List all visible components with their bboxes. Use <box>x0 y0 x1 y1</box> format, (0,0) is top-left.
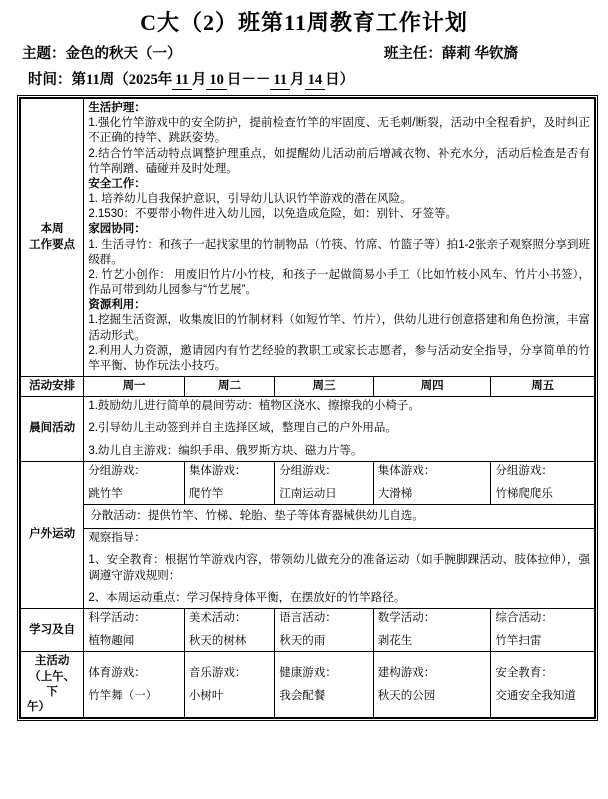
morning-item-1: 1.鼓励幼儿进行简单的晨间劳动：植物区浇水、擦擦我的小椅子。 <box>88 400 420 413</box>
table-row-study-activities <box>21 608 595 651</box>
day-unit-1: 日 <box>226 72 242 88</box>
day-header-monday: 周一 <box>84 377 185 397</box>
table-row-outdoor-games <box>21 461 595 504</box>
study-activity-monday <box>84 608 185 651</box>
row-label-schedule: 活动安排 <box>21 377 84 397</box>
month-unit-1: 月 <box>191 72 207 88</box>
table-row-day-headers <box>21 377 595 397</box>
morning-item-3: 3.幼儿自主游戏：编织手串、俄罗斯方块、磁力片等。 <box>88 444 363 457</box>
morning-item-2: 2.引导幼儿主动签到并自主选择区域，整理自己的户外用品。 <box>88 422 397 435</box>
outdoor-game-thursday-name: 大滑梯 <box>377 487 413 500</box>
safety-item-2: 2.1530：不要带小物件进入幼儿园，以免造成危险，如：别针、牙签等。 <box>88 208 457 221</box>
outdoor-game-thursday <box>373 461 491 504</box>
outdoor-game-friday <box>491 461 595 504</box>
row-label-morning: 晨间活动 <box>21 397 84 462</box>
main-activity-wednesday-name: 我会配餐 <box>279 689 326 702</box>
main-activity-wednesday-type: 健康游戏： <box>279 666 337 679</box>
outdoor-observation <box>84 529 595 609</box>
home-coop-title: 家园协同： <box>88 223 146 236</box>
start-day-field: 10 <box>206 72 227 90</box>
care-title: 生活护理： <box>88 102 146 114</box>
meta-time <box>0 65 608 95</box>
outdoor-game-wednesday <box>275 461 374 504</box>
main-activity-monday-type: 体育游戏： <box>88 666 146 679</box>
table-row-main-activities <box>21 652 595 718</box>
row-label-outdoor: 户外运动 <box>21 461 84 608</box>
start-month-field: 11 <box>172 72 192 90</box>
study-activity-tuesday-name: 秋天的树林 <box>188 635 247 648</box>
main-label-line3: 午） <box>27 700 50 713</box>
home-coop-item-2: 2. 竹艺小创作： 用废旧竹片/小竹枝，和孩子一起做简易小手工（比如竹枝小风车、竹片小书签），作品可带到幼儿园参与“竹艺展”。 <box>88 268 590 297</box>
main-activity-tuesday <box>184 652 274 718</box>
observe-title: 观察指导： <box>88 532 146 545</box>
main-label-line1: 主活动 <box>34 655 70 668</box>
outdoor-game-friday-type: 分组游戏： <box>495 464 553 477</box>
row-label-study <box>21 608 84 651</box>
observe-item-2: 2、本周运动重点：学习保持身体平衡，在摆放好的竹竿路径。 <box>88 591 406 604</box>
outdoor-game-monday-type: 分组游戏： <box>88 464 146 477</box>
month-unit-2: 月 <box>290 72 305 88</box>
study-activity-friday <box>491 608 595 651</box>
care-item-2: 2.结合竹竿活动特点调整护理重点，如提醒幼儿活动前后增减衣物、补充水分，活动后检查是否有竹竿剐蹭、磕碰并及时处理。 <box>88 147 590 175</box>
study-activity-friday-name: 竹竿扫雷 <box>495 635 542 648</box>
outdoor-game-friday-name: 竹梯爬爬乐 <box>495 487 553 500</box>
main-activity-monday-name: 竹竿舞（一） <box>88 689 158 702</box>
time-suffix: 日） <box>325 72 355 88</box>
day-header-thursday: 周四 <box>373 377 491 397</box>
time-label: 时间： <box>28 72 72 88</box>
care-item-1: 1.强化竹竿游戏中的安全防护，提前检查竹竿的牢固度、无毛刺/断裂，活动中全程看护，及时纠正不正确的持竿、跳跃姿势。 <box>88 117 590 145</box>
plan-table-wrapper <box>17 95 598 721</box>
theme-value: 金色的秋天（一） <box>65 46 182 62</box>
resource-item-1: 1.挖掘生活资源，收集废旧的竹制材料（如短竹竿、竹片），供幼儿进行创意搭建和角色扮演，丰富活动形式。 <box>88 314 590 342</box>
study-activity-wednesday <box>275 608 374 651</box>
weekly-points-label-line2: 工作要点 <box>29 238 76 251</box>
day-header-friday: 周五 <box>491 377 595 397</box>
outdoor-game-tuesday-name: 爬竹竿 <box>188 487 224 500</box>
outdoor-game-thursday-type: 集体游戏： <box>377 464 436 477</box>
safety-title: 安全工作： <box>88 177 146 190</box>
morning-content <box>84 397 595 462</box>
row-label-weekly-points <box>21 99 84 377</box>
outdoor-game-monday <box>84 461 185 504</box>
study-activity-tuesday-type: 美术活动： <box>188 611 247 624</box>
main-activity-tuesday-name: 小树叶 <box>188 689 224 702</box>
outdoor-game-monday-name: 跳竹竿 <box>88 487 123 500</box>
main-activity-monday <box>84 652 185 718</box>
teacher-field <box>384 42 518 63</box>
meta-theme-teacher <box>0 40 608 65</box>
main-activity-thursday-type: 建构游戏： <box>377 666 436 679</box>
day-header-wednesday: 周三 <box>275 377 374 397</box>
plan-table <box>20 98 595 718</box>
time-prefix: 第11周（2025年 <box>71 72 173 88</box>
main-activity-thursday-name: 秋天的公园 <box>377 689 436 702</box>
safety-item-1: 1. 培养幼儿自我保护意识，引导幼儿认识竹竿游戏的潜在风险。 <box>88 193 412 206</box>
study-activity-thursday-type: 数学活动： <box>377 611 436 624</box>
teacher-label: 班主任： <box>383 46 442 62</box>
study-activity-tuesday <box>184 608 274 651</box>
theme-field <box>22 42 182 63</box>
resource-title: 资源利用： <box>88 299 146 312</box>
date-dash: －－ <box>241 72 271 88</box>
end-day-field: 14 <box>305 72 326 90</box>
table-row-weekly-points <box>21 99 595 377</box>
page-title: C大（2）班第11周教育工作计划 <box>140 10 468 35</box>
outdoor-game-wednesday-name: 江南运动日 <box>279 487 337 500</box>
weekly-points-label-line1: 本周 <box>40 223 64 236</box>
outdoor-game-tuesday-type: 集体游戏： <box>188 464 247 477</box>
home-coop-item-1: 1. 生活寻竹：和孩子一起找家里的竹制物品（竹筷、竹席、竹篮子等）拍1-2张亲子观察照分享到班级群。 <box>88 238 590 266</box>
study-activity-thursday <box>373 608 491 651</box>
study-activity-friday-type: 综合活动： <box>495 611 553 624</box>
teacher-value: 薛莉 华钦旖 <box>441 46 518 62</box>
study-activity-monday-name: 植物趣闻 <box>88 635 135 648</box>
weekly-points-content <box>84 99 595 377</box>
outdoor-game-tuesday <box>184 461 274 504</box>
study-activity-monday-type: 科学活动： <box>88 611 146 624</box>
table-row-outdoor-observe <box>21 529 595 609</box>
resource-item-2: 2.利用人力资源，邀请园内有竹艺经验的教职工或家长志愿者，参与活动安全指导，分享简单的竹竿平衡、协作玩法小技巧。 <box>88 344 590 372</box>
study-label-line1: 学习及自 <box>29 623 76 636</box>
study-activity-wednesday-name: 秋天的雨 <box>279 635 326 648</box>
main-activity-friday-name: 交通安全我知道 <box>495 689 576 702</box>
main-label-line2: （上午、下 <box>29 670 76 698</box>
day-header-tuesday: 周二 <box>184 377 274 397</box>
theme-label: 主题： <box>22 46 66 62</box>
study-activity-thursday-name: 剥花生 <box>377 635 413 648</box>
end-month-field: 11 <box>270 72 290 90</box>
observe-item-1: 1、安全教育：根据竹竿游戏内容，带领幼儿做充分的准备运动（如手腕脚踝活动、肢体拉伸），强调遵守游戏规则： <box>88 554 590 582</box>
outdoor-game-wednesday-type: 分组游戏： <box>279 464 337 477</box>
main-activity-friday <box>491 652 595 718</box>
row-label-main-activities <box>21 652 84 718</box>
table-row-morning <box>21 397 595 462</box>
main-activity-friday-type: 安全教育： <box>495 666 553 679</box>
main-activity-wednesday <box>275 652 374 718</box>
outdoor-free-activity: 分散活动：提供竹竿、竹梯、轮胎、垫子等体育器械供幼儿自选。 <box>84 505 595 529</box>
study-activity-wednesday-type: 语言活动： <box>279 611 337 624</box>
main-activity-thursday <box>373 652 491 718</box>
table-row-outdoor-free <box>21 505 595 529</box>
main-activity-tuesday-type: 音乐游戏： <box>188 666 247 679</box>
